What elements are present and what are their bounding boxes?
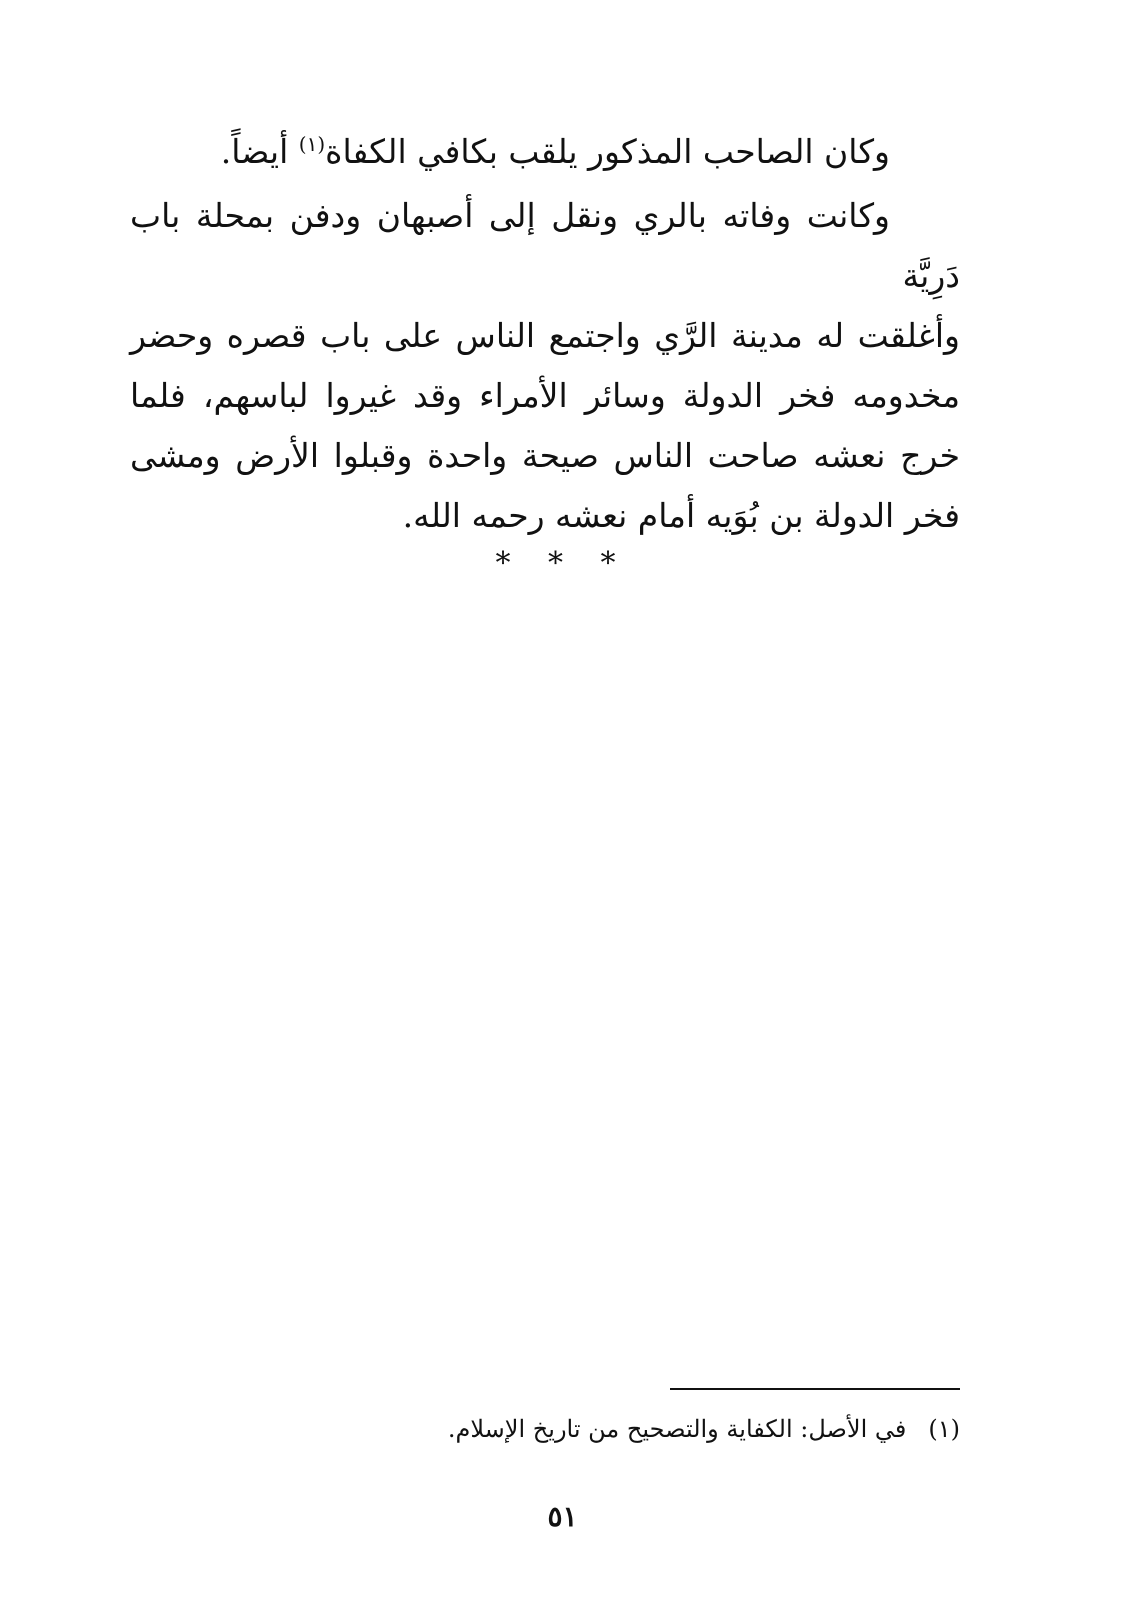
paragraph-1 [130, 122, 960, 182]
section-separator: * * * [495, 546, 630, 581]
paragraph-2-rest: وأغلقت له مدينة الرَّي واجتمع الناس على باب قصره وحضر مخدومه فخر الدولة وسائر الأمراء وقد غيروا لباسهم، فلما خرج نعشه صاحت الناس صيحة واحدة وقبلوا الأرض ومشى فخر الدولة بن بُوَيه أمام نعشه رحمه الله. [130, 316, 960, 535]
footnote-text: في الأصل: الكفاية والتصحيح من تاريخ الإسلام. [447, 1415, 907, 1443]
footnote-reference: (١) [298, 132, 326, 156]
main-text [130, 122, 960, 546]
footnote [130, 1412, 960, 1446]
footnote-divider [670, 1388, 960, 1390]
paragraph-1-text: وكان الصاحب المذكور يلقب بكافي الكفاة [325, 132, 890, 171]
paragraph-2-continued [130, 306, 960, 546]
paragraph-1-tail: أيضاً. [220, 132, 299, 171]
paragraph-2 [130, 186, 960, 306]
page-number: ٥١ [547, 1500, 578, 1533]
paragraph-2-lead: وكانت وفاته بالري ونقل إلى أصبهان ودفن بمحلة باب دَرِيَّة [130, 196, 960, 295]
footnote-number: (١) [928, 1415, 960, 1443]
